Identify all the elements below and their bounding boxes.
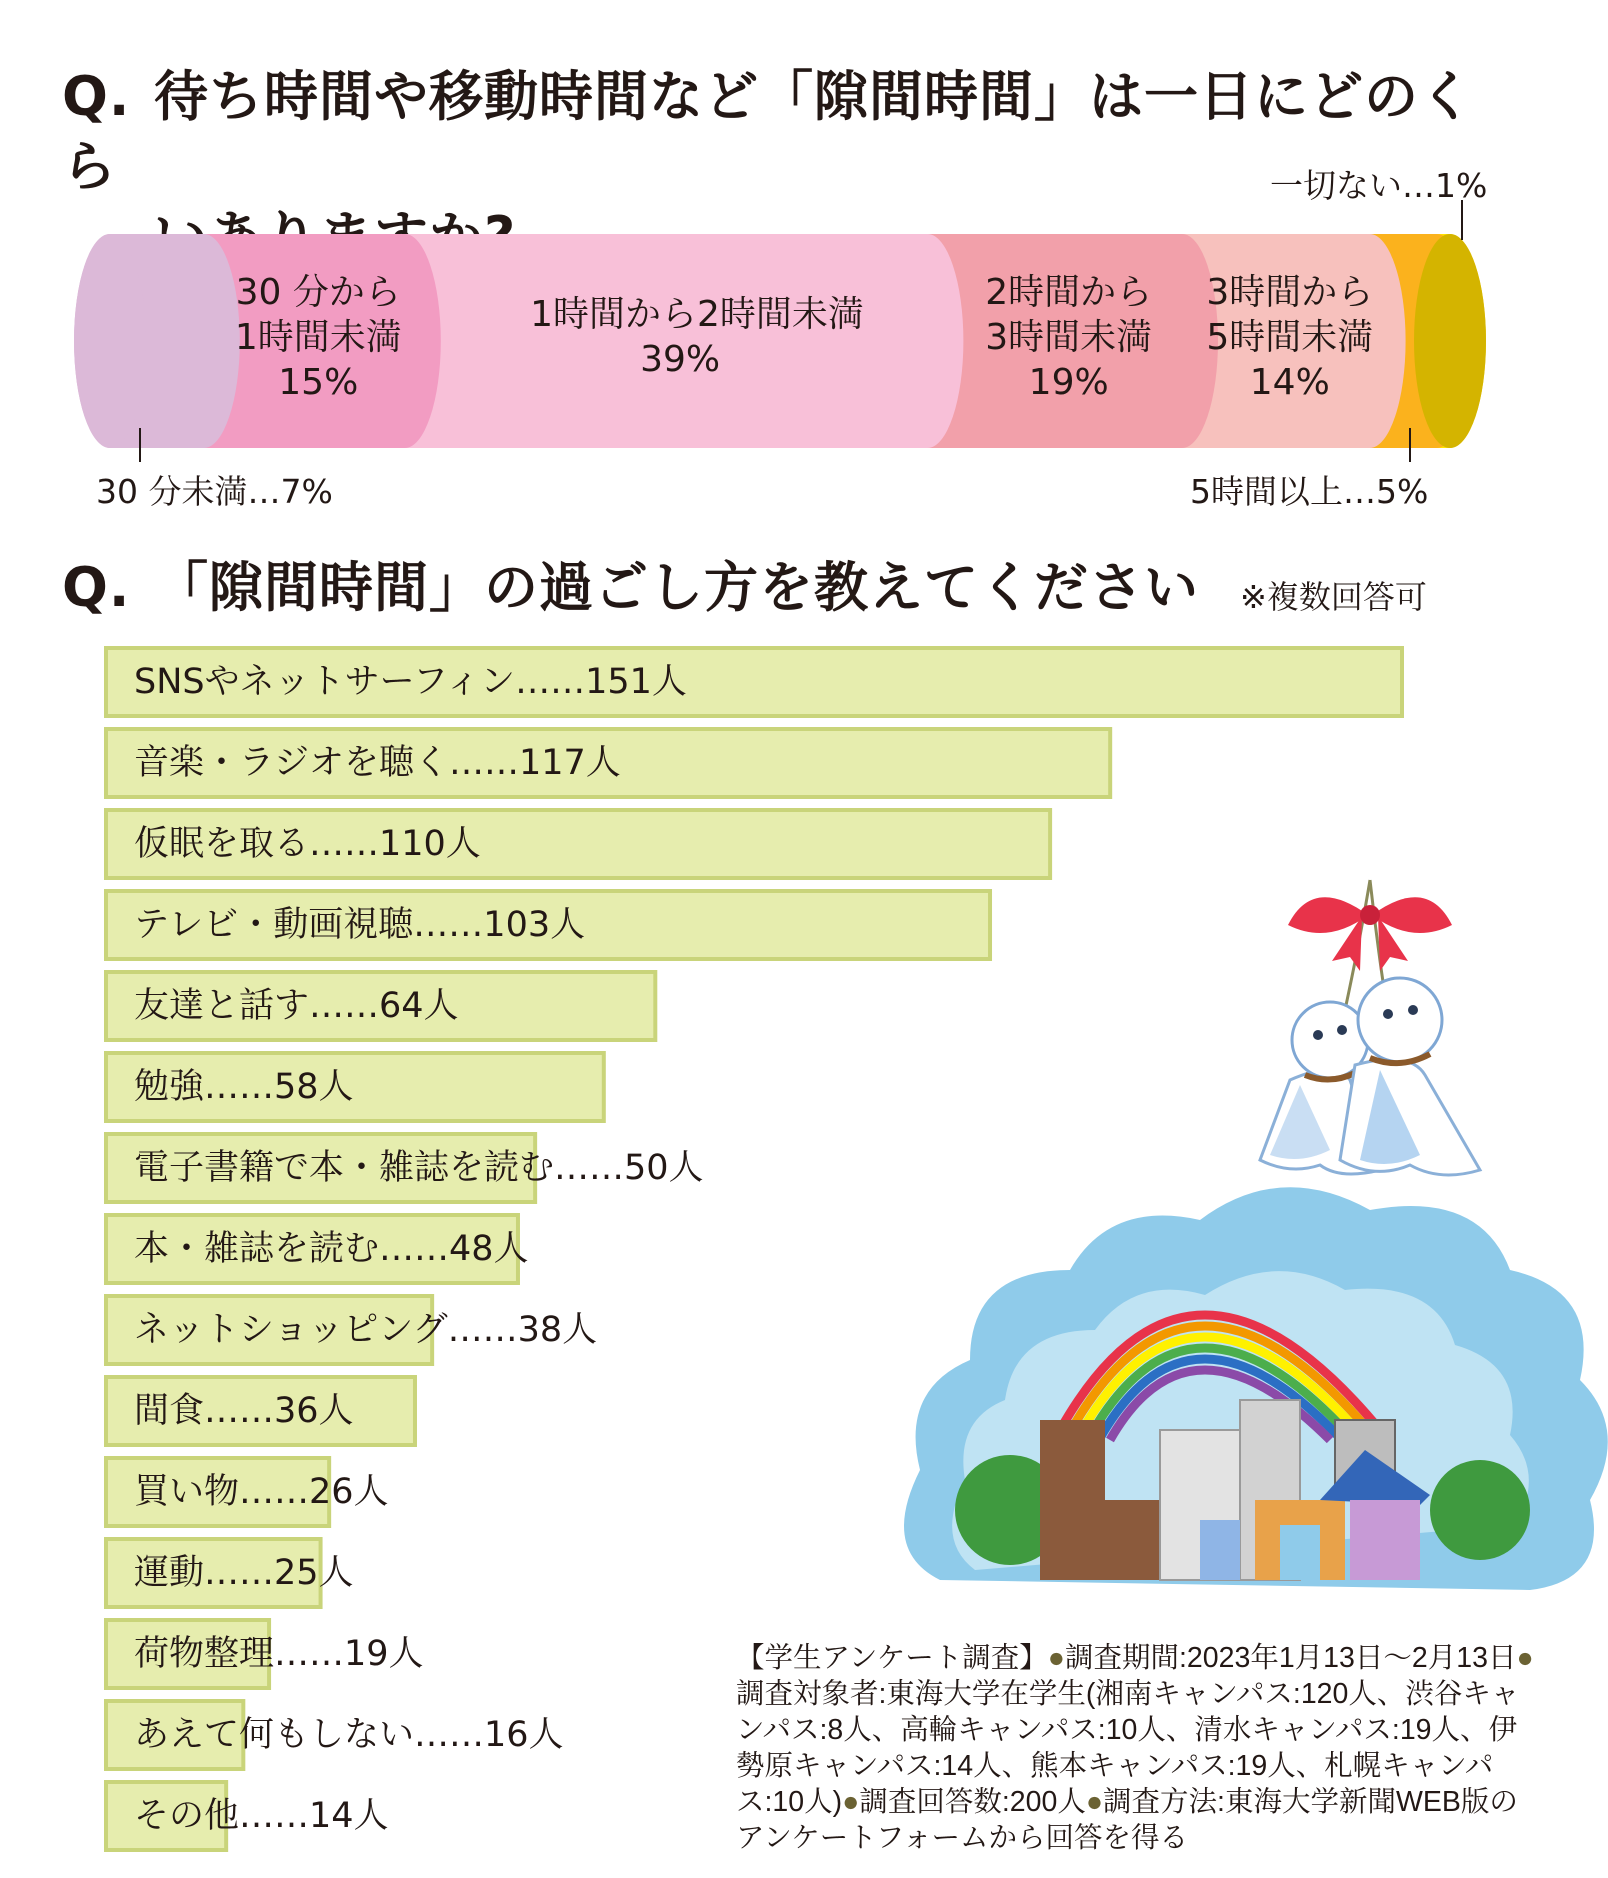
- cylinder-label-line: 5時間未満: [1206, 316, 1374, 358]
- cylinder-label-percent: 14%: [1249, 361, 1330, 403]
- footnote-subjects: 調査対象者:東海大学在学生(湘南キャンパス:120人、渋谷キャンパス:8人、高輪キャンパス:10人、清水キャンパス:19人、伊勢原キャンパス:14人、熊本キャンパス:19人、札幌キャンパス:10人): [736, 1678, 1520, 1818]
- survey-footnote: [736, 1640, 1536, 1856]
- callout-none: 一切ない…1%: [1270, 166, 1488, 205]
- bar-label-4: テレビ・動画視聴……103人: [134, 905, 586, 945]
- cylinder-label-line: 3時間未満: [985, 316, 1153, 358]
- cylinder-label-percent: 15%: [278, 361, 359, 403]
- bar-label-15: その他……14人: [134, 1796, 389, 1836]
- bar-label-10: 間食……36人: [134, 1391, 354, 1431]
- footnote-heading: 【学生アンケート調査】: [736, 1642, 1048, 1674]
- bar-label-8: 本・雑誌を読む……48人: [134, 1229, 529, 1269]
- bar-label-5: 友達と話す……64人: [134, 986, 459, 1026]
- cylinder-label-percent: 39%: [640, 339, 721, 380]
- bar-label-13: 荷物整理……19人: [134, 1634, 424, 1674]
- callout-under30: 30 分未満…7%: [96, 472, 333, 511]
- teru-teru-bozu-icon: [1260, 880, 1480, 1175]
- bullet-icon: ●: [1047, 1642, 1066, 1674]
- q1-prefix: Q.: [62, 65, 131, 128]
- bar-label-3: 仮眠を取る……110人: [134, 824, 481, 864]
- bar-label-14: あえて何もしない……16人: [134, 1715, 564, 1755]
- bar-label-12: 運動……25人: [134, 1553, 354, 1593]
- callout-over5: 5時間以上…5%: [1190, 472, 1429, 511]
- q1-line1: 待ち時間や移動時間など「隙間時間」は一日にどのくら: [62, 65, 1474, 198]
- bullet-icon: ●: [1516, 1642, 1534, 1674]
- rainbow-city-icon: [904, 1187, 1608, 1590]
- bar-label-1: SNSやネットサーフィン……151人: [134, 662, 687, 702]
- multiple-answer-note: ※複数回答可: [1240, 578, 1427, 616]
- cylinder-label-line: 1時間から2時間未満: [530, 294, 864, 335]
- bullet-icon: ●: [1085, 1786, 1104, 1818]
- cylinder-label-line: 3時間から: [1206, 271, 1374, 313]
- footnote-responses: 調査回答数:200人: [859, 1786, 1086, 1818]
- cylinder-label-percent: 19%: [1028, 361, 1109, 403]
- bar-label-2: 音楽・ラジオを聴く……117人: [134, 743, 621, 783]
- footnote-period: 調査期間:2023年1月13日〜2月13日: [1065, 1642, 1517, 1674]
- bar-label-11: 買い物……26人: [134, 1472, 389, 1512]
- cylinder-label-line: 30 分から: [235, 271, 401, 313]
- cylinder-label-line: 2時間から: [985, 271, 1153, 313]
- footnote-method: 調査方法:東海大学新聞WEB版のアンケートフォームから回答を得る: [736, 1786, 1518, 1854]
- bar-label-6: 勉強……58人: [134, 1067, 354, 1107]
- cylinder-label-line: 1時間未満: [234, 316, 402, 358]
- bar-label-9: ネットショッピング……38人: [134, 1310, 598, 1350]
- q2-title-text: 「隙間時間」の過ごし方を教えてください: [154, 556, 1199, 619]
- bar-label-7: 電子書籍で本・雑誌を読む……50人: [134, 1148, 704, 1188]
- bullet-icon: ●: [842, 1786, 860, 1818]
- q2-prefix: Q.: [62, 556, 131, 619]
